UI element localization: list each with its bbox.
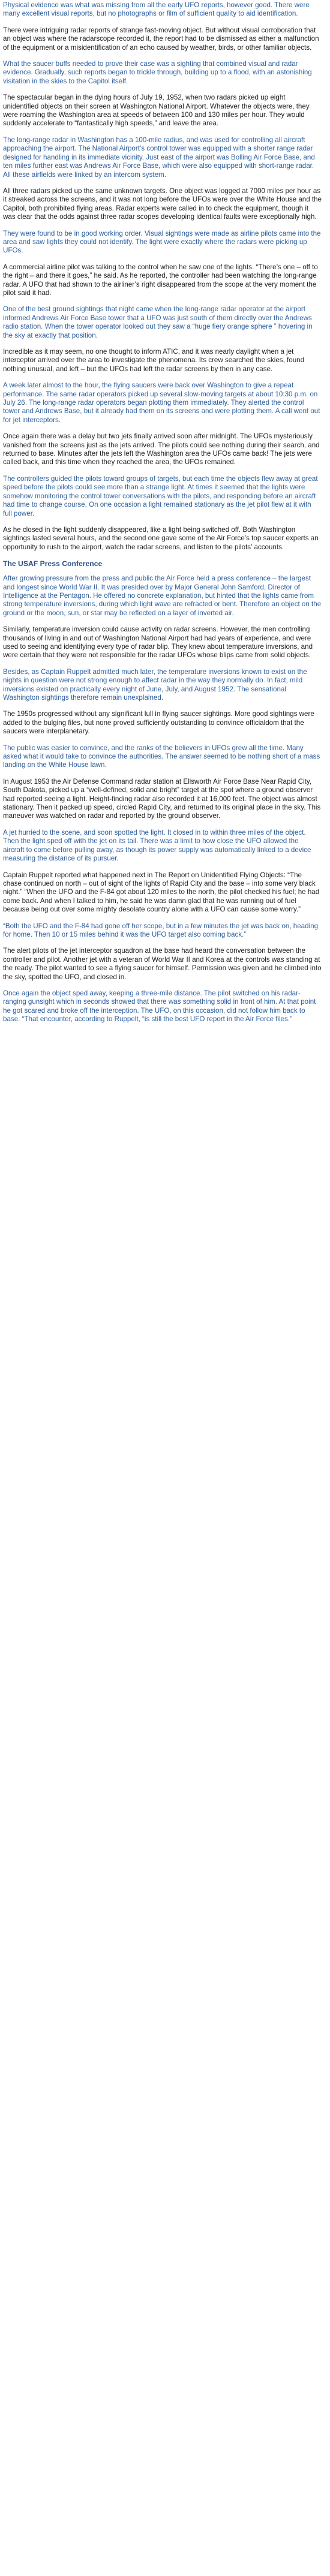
article-paragraph: Besides, as Captain Ruppelt admitted much later, the temperature inversions known to exist on the nights in question were not strong enough to affect radar in the way they normally do. In fact, mild inversions existed on practically every night of June, July, and August 1952. The sensational Washington sightings therefore remain unexplained. bbox=[3, 667, 307, 702]
article-paragraph: “Both the UFO and the F-84 had gone off her scope, but in a few minutes the jet was back on, heading for home. Then 10 or 15 miles behind it was the UFO target also coming back.” bbox=[3, 922, 319, 938]
article-paragraph: Once again the object sped away, keeping a three-mile distance. The pilot switched on his radar-ranging gunsight which in seconds showed that there was something solid in front of him. At that point he got scared and broke off the interception. The UFO, on this occasion, did not follow him back to base. “That encounter, according to Ruppelt, “is still the best UFO report in the Air Force files.” bbox=[3, 989, 316, 1024]
article-paragraph: As he closed in the light suddenly disappeared, like a light being switched off. Both Washington sightings lasted several hours, and the second one gave some of the Air Force’s top saucer experts an opportunity to rush to the airport, watch the radar screens, and listen to the pilots’ accounts. bbox=[3, 525, 319, 551]
article-paragraph: The spectacular began in the dying hours of July 19, 1952, when two radars picked up eight unidentified objects on their screen at Washington National Airport. Whatever the objects were, they were roaming the Washington area at speeds of between 100 and 130 miles per hour. They would suddenly accelerate to “fantastically high speeds,” and leave the area. bbox=[3, 94, 310, 128]
section-heading: The USAF Press Conference bbox=[3, 559, 103, 568]
article-paragraph: A week later almost to the hour, the flying saucers were back over Washington to give a repeat performance. The same radar operators picked up several slow-moving targets at about 10:30 p.m. on July 26. The long-range radar operators began plotting them immediately. They alerted the control tower and Andrews Base, but it already had them on its screens and were plotting them. A call went out for jet interceptors. bbox=[3, 381, 320, 424]
article-paragraph: After growing pressure from the press and public the Air Force held a press conference – the largest and longest since World War II. It was presided over by Major General John Samford, Director of Intelligence at the Pentagon. He offered no concrete explanation, but hinted that the lights came from strong temperature inversions, during which light wave are refracted or bent. Therefore an object on the ground or the moon, sun, or star may be reflected on a layer of inverted air. bbox=[3, 574, 322, 617]
article-paragraph: A commercial airline pilot was talking to the control when he saw one of the lights. “There’s one – off to the right – and there it goes,” he said. As he reported, the controller had been watching the long-range radar. A UFO that had shown to the airliner’s right disappeared from the scope at the very moment the pilot said it had. bbox=[3, 263, 318, 297]
article-paragraph: One of the best ground sightings that night came when the long-range radar operator at the airport informed Andrews Air Force Base tower that a UFO was just south of them directly over the Andrews radio station. When the tower operator looked out they saw a “huge fiery orange sphere ” hovering in the sky at exactly that position. bbox=[3, 305, 313, 339]
article-paragraph: The 1950s progressed without any significant lull in flying saucer sightings. More good sightings were added to the bulging files, but none proved sufficiently outstanding to convince officialdom that the saucers were interplanetary. bbox=[3, 710, 314, 736]
article-paragraph: What the saucer buffs needed to prove their case was a sighting that combined visual and radar evidence. Gradually, such reports began to trickle through, building up to a flood, with an astonishing visitation in the skies to the Capitol itself. bbox=[3, 60, 312, 85]
article-paragraph: Incredible as it may seem, no one thought to inform ATIC, and it was nearly daylight when a jet interceptor arrived over the area to investigate the phenomena. Its crew searched the skies, found nothing unusual, and left – but the UFOs had left the radar screens by then in any case. bbox=[3, 348, 305, 373]
article-paragraph: Captain Ruppelt reported what happened next in The Report on Unidentified Flying Objects: “The chase continued on north – out of sight of the lights of Rapid City and the base – into some very black night.” “When the UFO and the F-84 got about 120 miles to the north, the pilot checked his fuel; he had come back. And when I talked to him, he said he was damn glad that he was running out of fuel because being out over some mighty desolate country alone with a UFO can cause some worry.” bbox=[3, 871, 320, 914]
article-paragraph: Once again there was a delay but two jets finally arrived soon after midnight. The UFOs mysteriously vanished from the screens just as the jets arrived. The pilots could see nothing during their search, and returned to base. Minutes after the jets left the Washington area the UFOs came back! The jets were called back, and this time when they reached the area, the UFOs remained. bbox=[3, 432, 320, 467]
article-paragraph: They were found to be in good working order. Visual sightings were made as airline pilots came into the area and saw lights they could not identify. The light were exactly where the radars were picking up UFOs. bbox=[3, 229, 321, 255]
article-paragraph: The controllers guided the pilots toward groups of targets, but each time the objects flew away at great speed before the pilots could see more than a strange light. At times it seemed that the lights were somehow monitoring the control tower conversations with the pilots, and responding before an aircraft had time to change course. On one occasion a light remained stationary as the jet pilot flew at it with full power. bbox=[3, 474, 318, 517]
article-paragraph: Similarly, temperature inversion could cause activity on radar screens. However, the men controlling thousands of living in and out of Washington National Airport had had years of experience, and were used to seeing and identifying every type of radar blip. They knew about temperature inversions, and were certain that they were not responsible for the radar UFOs whose blips came from solid objects. bbox=[3, 625, 313, 660]
article-paragraph: There were intriguing radar reports of strange fast-moving object. But without visual corroboration that an object was where the radarscope recorded it, the report had to be dismissed as either a malfunction of the equipment or a misidentification of an echo caused by weather, birds, or other familiar objects. bbox=[3, 26, 319, 52]
article-paragraph: In August 1953 the Air Defense Command radar station at Ellsworth Air Force Base Near Rapid City, South Dakota, picked up a “well-defined, solid and bright” target at the spot where a ground observer had reported seeing a light. Height-finding radar also recorded it at 16,000 feet. The object was almost stationary. Then it packed up speed, circled Rapid City, and returned to its original place in the sky. This maneuver was watched on radar and reported by the ground observer. bbox=[3, 777, 321, 820]
article-paragraph: The public was easier to convince, and the ranks of the believers in UFOs grew all the time. Many asked what it would take to convince the authorities. The answer seemed to be nothing short of a mass landing on the White House lawn. bbox=[3, 744, 320, 769]
article-paragraph: The alert pilots of the jet interceptor squadron at the base had heard the conversation between the controller and pilot. Another jet with a veteran of World War II and Korea at the controls was standing at the ready. The pilot wanted to see a flying saucer for himself. Permission was given and he climbed into the sky, spotted the UFO, and closed in. bbox=[3, 947, 322, 981]
article-paragraph: Physical evidence was what was missing from all the early UFO reports, however good. There were many excellent visual reports, but no photographs or film of sufficient quality to aid identification. bbox=[3, 1, 310, 18]
article-paragraph: All three radars picked up the same unknown targets. One object was logged at 7000 miles per hour as it streaked across the screens, and it was not long before the UFOs were over the White House and the Capitol, both prohibited flying areas. Radar experts were called in to check the equipment, though it was clear that the odds against three radar scopes developing identical faults were exceptionally high. bbox=[3, 186, 322, 221]
article-paragraph: The long-range radar in Washington has a 100-mile radius, and was used for controlling all aircraft approaching the airport. The National Airport’s control tower was equipped with a shorter range radar designed for handling in its immediate vicinity. Just east of the airport was Bolling Air Force Base, and ten miles further east was Andrews Air Force Base, which were also equipped with short-range radar. All these airfields were linked by an intercom system. bbox=[3, 136, 315, 179]
article bbox=[0, 0, 324, 1024]
article-paragraph: A jet hurried to the scene, and soon spotted the light. It closed in to within three miles of the object. Then the light sped off with the jet on its tail. There was a limit to how close the UFO allowed the aircraft to come before pulling away, as though its power supply was automatically linked to a device measuring the distance of its pursuer. bbox=[3, 828, 311, 863]
